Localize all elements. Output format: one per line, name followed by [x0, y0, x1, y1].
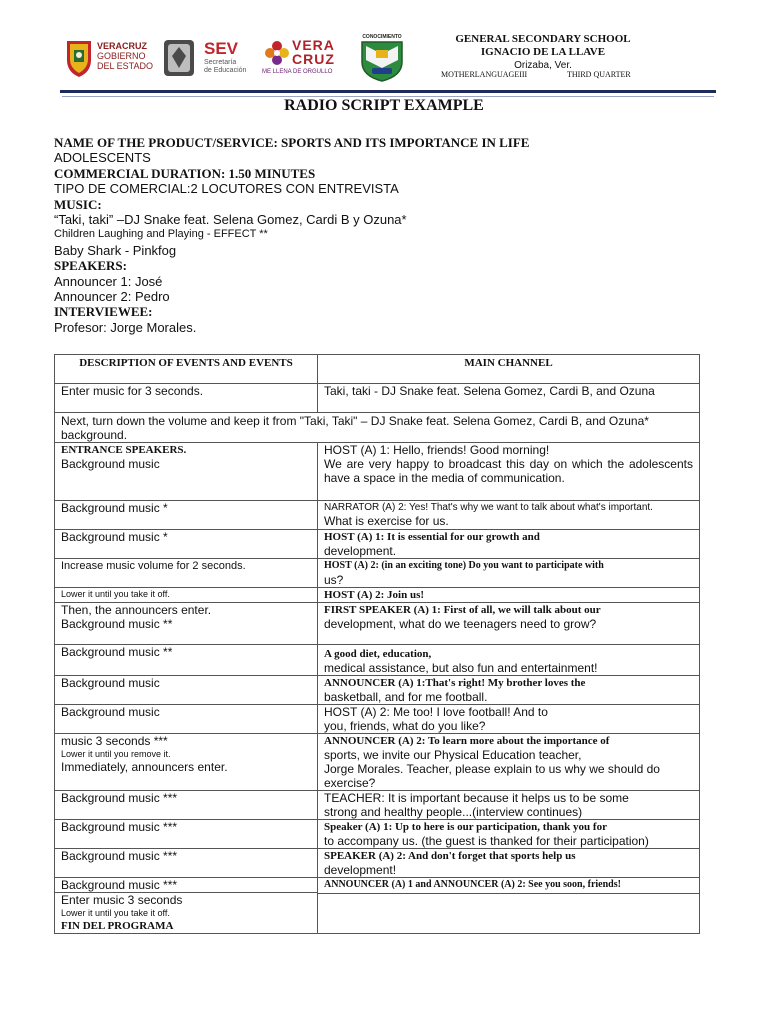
- channel-line: medical assistance, but also fun and entertainment!: [324, 661, 598, 675]
- event-cell: [55, 443, 318, 501]
- seal-text: CONOCIMIENTO: [362, 34, 402, 40]
- event-cell: Background music **: [55, 645, 318, 676]
- col1-header: DESCRIPTION OF EVENTS AND EVENTS: [55, 355, 318, 384]
- flower-emblem-icon: [264, 40, 290, 66]
- channel-cell: [318, 734, 700, 791]
- state-shield-icon: [64, 38, 94, 78]
- col2-header: MAIN CHANNEL: [318, 355, 700, 384]
- music-item: Baby Shark - Pinkfog: [54, 242, 177, 258]
- table-row: [55, 384, 700, 413]
- table-row: [55, 603, 700, 645]
- audience-line: ADOLESCENTS: [54, 150, 151, 166]
- channel-cell: [318, 603, 700, 645]
- channel-line: Jorge Morales. Teacher, please explain to us why we should do exercise?: [324, 762, 660, 790]
- event-cell: Background music *: [55, 530, 318, 559]
- table-row: [55, 530, 700, 559]
- event-text: music 3 seconds ***: [61, 734, 168, 748]
- table-row: [55, 676, 700, 705]
- logo-line: DEL ESTADO: [97, 61, 154, 71]
- logo-line: VERACRUZ: [97, 41, 148, 51]
- channel-cell: [318, 559, 700, 588]
- table-header-row: [55, 355, 700, 384]
- logo-tagline: ME LLENA DE ORGULLO: [262, 69, 333, 75]
- channel-line: development!: [324, 863, 397, 877]
- table-row: [55, 820, 700, 849]
- script-table: [54, 354, 700, 934]
- channel-cell: [318, 501, 700, 530]
- logo-sev: [162, 38, 257, 78]
- event-text: Then, the announcers enter.: [61, 603, 212, 617]
- event-cell: Lower it until you take it off.: [55, 588, 318, 603]
- channel-line: We are very happy to broadcast this day on which the adolescents have a space in the media of communication.: [324, 457, 693, 485]
- event-title: ENTRANCE SPEAKERS.: [61, 444, 187, 456]
- merged-cell: Next, turn down the volume and keep it from "Taki, Taki" – DJ Snake feat. Selena Gomez, Cardi B, and Ozuna* background.: [55, 413, 700, 443]
- event-text: Immediately, announcers enter.: [61, 760, 228, 774]
- program-end: FIN DEL PROGRAMA: [61, 920, 174, 932]
- logo-line: Secretaría: [204, 59, 237, 66]
- channel-line: ANNOUNCER (A) 2: To learn more about the importance of: [324, 735, 610, 747]
- logo-line: VERA: [292, 37, 335, 53]
- table-row: [55, 849, 700, 878]
- channel-cell: HOST (A) 2: Join us!: [318, 588, 700, 603]
- event-text: Lower it until you take it off.: [61, 908, 170, 918]
- logo-line: CRUZ: [292, 51, 335, 67]
- event-cell: Background music ***: [55, 849, 318, 878]
- channel-line: Speaker (A) 1: Up to here is our participation, thank you for: [324, 821, 607, 833]
- event-text: Lower it until you remove it.: [61, 749, 171, 759]
- channel-line: sports, we invite our Physical Education teacher,: [324, 748, 582, 762]
- event-cell: Increase music volume for 2 seconds.: [55, 559, 318, 588]
- logo-veracruz-brand: [262, 38, 352, 78]
- subject-label: MOTHERLANGUAGEIII: [441, 70, 528, 79]
- channel-line: ANNOUNCER (A) 1:That's right! My brother loves the: [324, 677, 586, 689]
- channel-cell: [318, 878, 700, 934]
- table-row: [55, 588, 700, 603]
- table-row: [55, 501, 700, 530]
- table-row: [55, 559, 700, 588]
- tipo-line: TIPO DE COMERCIAL:2 LOCUTORES CON ENTREVISTA: [54, 181, 399, 197]
- channel-line: to accompany us. (the guest is thanked for their participation): [324, 834, 649, 848]
- event-cell: Background music: [55, 705, 318, 734]
- school-name-line2: IGNACIO DE LA LLAVE: [480, 46, 606, 58]
- interviewee-item: Profesor: Jorge Morales.: [54, 319, 197, 335]
- eagle-seal-icon: [162, 38, 196, 78]
- logo-line: GOBIERNO: [97, 51, 146, 61]
- channel-line: us?: [324, 573, 344, 587]
- channel-line: A good diet, education,: [324, 648, 432, 660]
- speaker-item: Announcer 1: José: [54, 273, 163, 289]
- channel-line: development.: [324, 544, 397, 558]
- channel-line: development, what do we teenagers need to grow?: [324, 617, 597, 631]
- logo-school-seal: [356, 34, 408, 82]
- table-row: [55, 443, 700, 501]
- event-text: Background music: [61, 457, 160, 471]
- school-city: Orizaba, Ver.: [514, 60, 572, 71]
- channel-line: ANNOUNCER (A) 1 and ANNOUNCER (A) 2: See you soon, friends!: [318, 878, 699, 894]
- logo-line: de Educación: [204, 67, 247, 74]
- channel-line: SPEAKER (A) 2: And don't forget that sports help us: [324, 850, 576, 862]
- channel-line: HOST (A) 2: Me too! I love football! And to: [324, 705, 548, 719]
- event-cell: Background music ***: [55, 820, 318, 849]
- document-title: RADIO SCRIPT EXAMPLE: [284, 97, 484, 114]
- info-block: [54, 135, 734, 335]
- event-cell: Background music ***: [55, 791, 318, 820]
- table-row: [55, 791, 700, 820]
- event-text: Background music **: [61, 617, 173, 631]
- school-name-line1: GENERAL SECONDARY SCHOOL: [455, 33, 631, 45]
- logo-veracruz-gobierno: [64, 38, 154, 78]
- channel-cell: [318, 530, 700, 559]
- speaker-item: Announcer 2: Pedro: [54, 289, 170, 305]
- channel-line: you, friends, what do you like?: [324, 719, 486, 733]
- sev-title: SEV: [204, 39, 239, 58]
- channel-line: strong and healthy people...(interview continues): [324, 805, 583, 819]
- music-label: MUSIC:: [54, 196, 102, 212]
- event-cell: Background music *: [55, 501, 318, 530]
- product-line: NAME OF THE PRODUCT/SERVICE: SPORTS AND ITS IMPORTANCE IN LIFE: [54, 135, 530, 150]
- event-cell: Enter music for 3 seconds.: [55, 384, 318, 413]
- table-row: [55, 645, 700, 676]
- music-item: “Taki, taki” –DJ Snake feat. Selena Gomez, Cardi B y Ozuna*: [54, 212, 407, 228]
- interviewee-label: INTERVIEWEE:: [54, 304, 153, 320]
- channel-line: NARRATOR (A) 2: Yes! That's why we want to talk about what's important.: [324, 502, 653, 513]
- channel-cell: [318, 705, 700, 734]
- table-row: [55, 734, 700, 791]
- table-row: [55, 878, 700, 934]
- channel-line: What is exercise for us.: [324, 514, 449, 528]
- event-cell: [55, 734, 318, 791]
- event-cell: [55, 878, 318, 934]
- channel-line: HOST (A) 2: (in an exciting tone) Do you want to participate with: [324, 560, 604, 571]
- channel-cell: [318, 676, 700, 705]
- channel-cell: [318, 443, 700, 501]
- quarter-label: THIRD QUARTER: [567, 70, 631, 79]
- channel-cell: [318, 645, 700, 676]
- channel-line: TEACHER: It is important because it helps us to be some: [324, 791, 629, 805]
- channel-line: FIRST SPEAKER (A) 1: First of all, we will talk about our: [324, 604, 601, 616]
- channel-cell: [318, 791, 700, 820]
- duration-line: COMMERCIAL DURATION: 1.50 MINUTES: [54, 165, 316, 181]
- channel-line: basketball, and for me football.: [324, 690, 488, 704]
- header-rule: [60, 90, 716, 93]
- event-cell: Background music: [55, 676, 318, 705]
- channel-line: HOST (A) 1: It is essential for our growth and: [324, 531, 540, 543]
- channel-cell: [318, 820, 700, 849]
- event-text: Background music ***: [61, 878, 178, 892]
- school-seal-icon: [356, 40, 408, 82]
- channel-line: HOST (A) 1: Hello, friends! Good morning!: [324, 443, 550, 457]
- event-cell: [55, 603, 318, 645]
- table-row: [55, 705, 700, 734]
- channel-cell: Taki, taki - DJ Snake feat. Selena Gomez, Cardi B, and Ozuna: [318, 384, 700, 413]
- event-text: Enter music 3 seconds: [55, 892, 317, 907]
- speakers-label: SPEAKERS:: [54, 258, 127, 274]
- music-item: Children Laughing and Playing - EFFECT **: [54, 228, 268, 241]
- channel-cell: [318, 849, 700, 878]
- table-row: [55, 413, 700, 443]
